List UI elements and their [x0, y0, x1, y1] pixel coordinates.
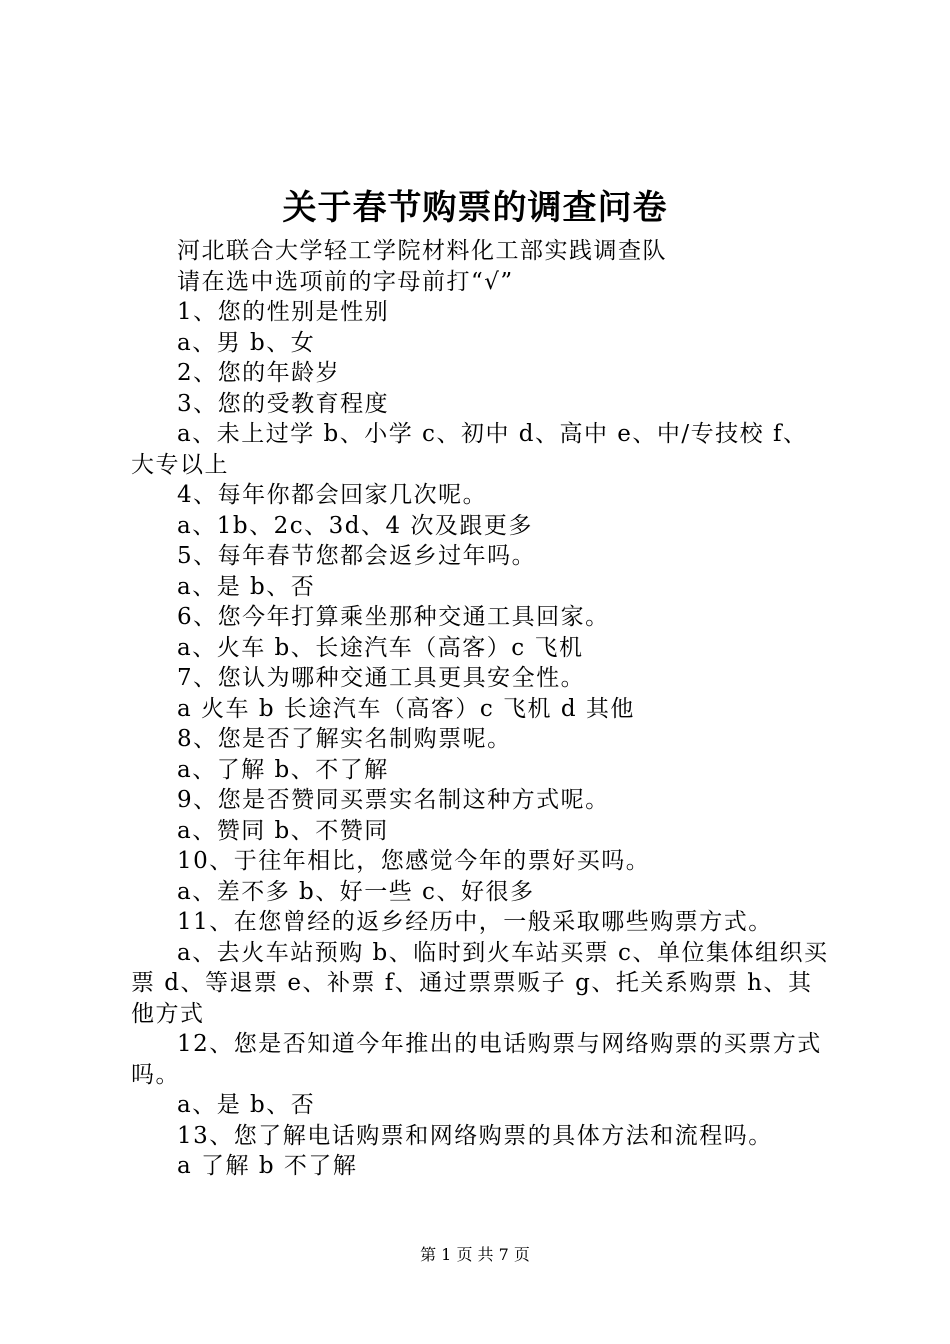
page-footer: 第 1 页 共 7 页 [420, 1245, 530, 1264]
question-1: 1、您的性别是性别 [177, 299, 390, 325]
options-3: a、未上过学 b、小学 c、初中 d、高中 e、中/专技校 f、大专以上 [131, 421, 808, 478]
question-7: 7、您认为哪种交通工具更具安全性。 [177, 665, 586, 691]
options-6: a、火车 b、长途汽车（高客）c 飞机 [177, 634, 584, 661]
paragraph-team: 河北联合大学轻工学院材料化工部实践调查队 [177, 238, 667, 264]
question-3: 3、您的受教育程度 [177, 390, 390, 417]
question-8: 8、您是否了解实名制购票呢。 [177, 726, 512, 752]
options-9: a、赞同 b、不赞同 [177, 817, 389, 844]
question-12: 12、您是否知道今年推出的电话购票与网络购票的买票方式吗。 [131, 1031, 822, 1088]
options-5: a、是 b、否 [177, 573, 316, 600]
paragraph-instruction: 请在选中选项前的字母前打“√” [177, 268, 514, 295]
question-2: 2、您的年龄岁 [177, 360, 341, 386]
options-10: a、差不多 b、好一些 c、好很多 [177, 878, 535, 905]
options-11: a、去火车站预购 b、临时到火车站买票 c、单位集体组织买票 d、等退票 e、补票 f、通过票票贩子 g、托关系购票 h、其他方式 [131, 939, 829, 1027]
document-title: 关于春节购票的调查问卷 [282, 188, 668, 228]
question-11: 11、在您曾经的返乡经历中，一般采取哪些购票方式。 [177, 909, 773, 935]
question-6: 6、您今年打算乘坐那种交通工具回家。 [177, 604, 610, 630]
options-7: a 火车 b 长途汽车（高客）c 飞机 d 其他 [177, 695, 635, 722]
question-5: 5、每年春节您都会返乡过年吗。 [177, 543, 537, 569]
question-13: 13、您了解电话购票和网络购票的具体方法和流程吗。 [177, 1122, 773, 1149]
question-10: 10、于往年相比，您感觉今年的票好买吗。 [177, 848, 651, 874]
options-13: a 了解 b 不了解 [177, 1153, 358, 1179]
options-1: a、男 b、女 [177, 329, 316, 356]
document-body [131, 236, 831, 1182]
question-9: 9、您是否赞同买票实名制这种方式呢。 [177, 787, 610, 813]
options-12: a、是 b、否 [177, 1092, 316, 1118]
options-8: a、了解 b、不了解 [177, 756, 389, 783]
options-4: a、1b、2c、3d、4 次及跟更多 [177, 512, 533, 539]
question-4: 4、每年你都会回家几次呢。 [177, 482, 488, 508]
